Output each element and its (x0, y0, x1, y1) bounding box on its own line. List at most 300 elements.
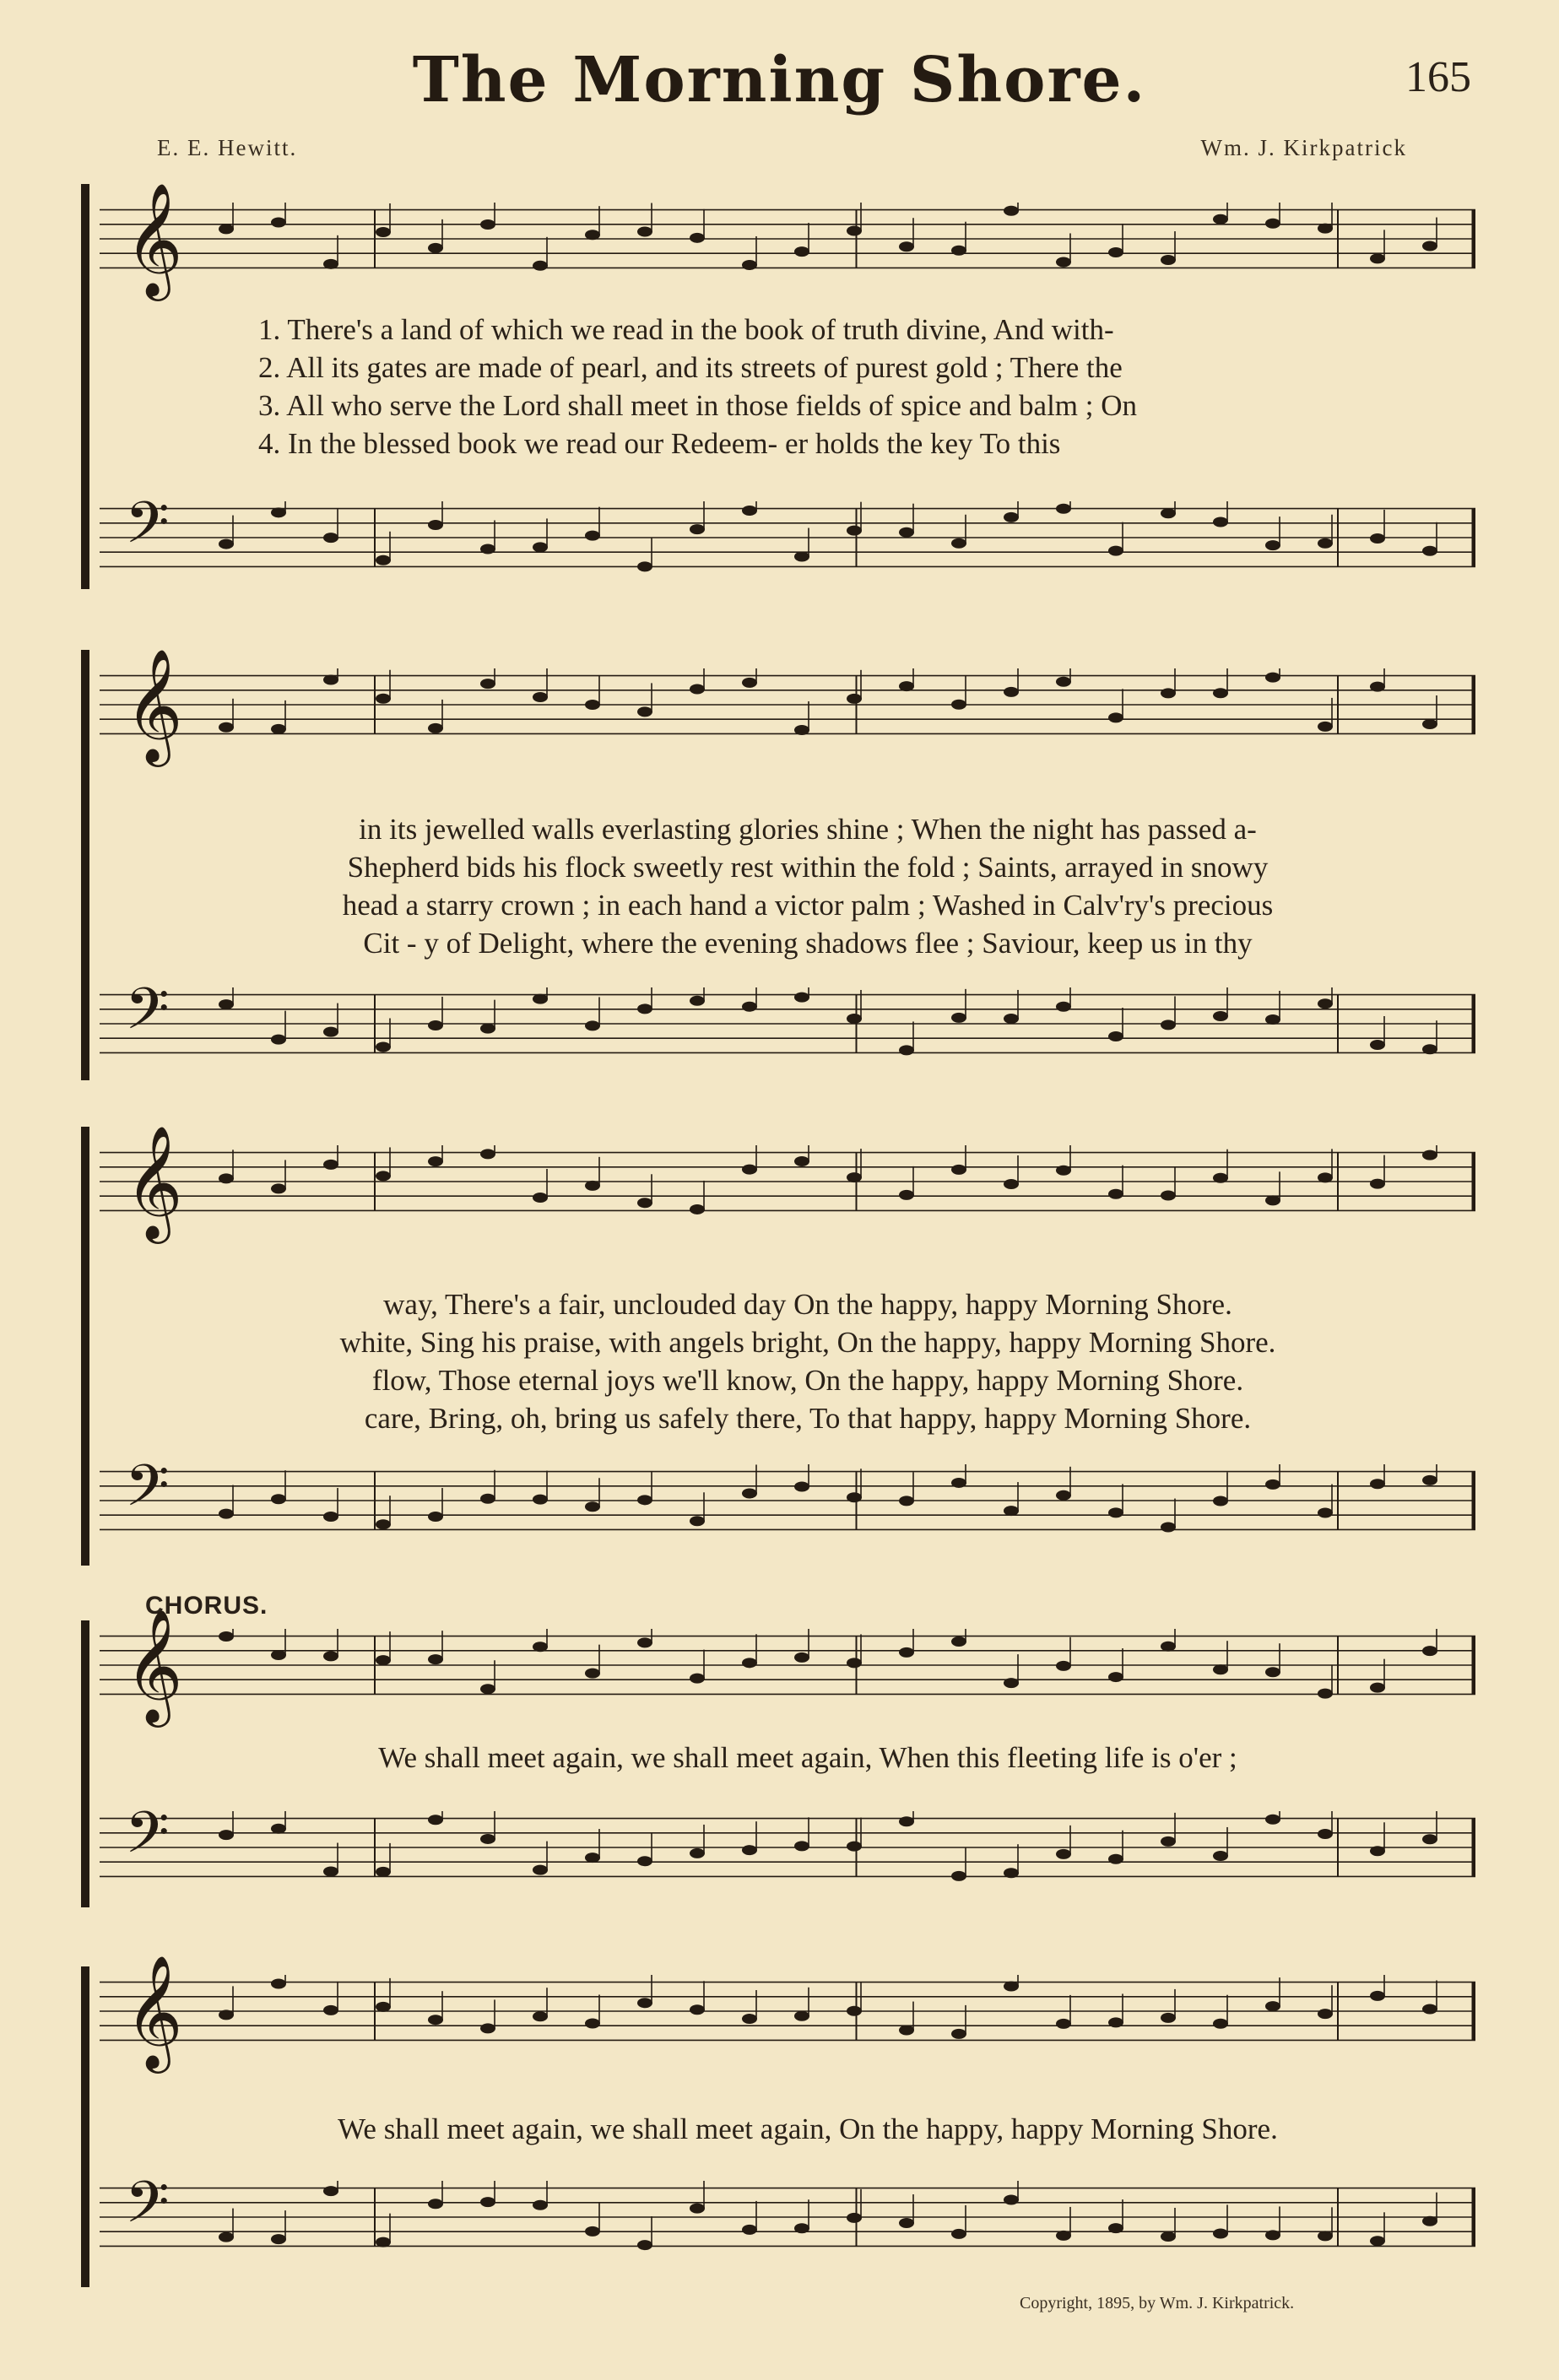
notehead (428, 520, 443, 530)
music-system-4 (81, 1609, 1475, 1907)
notehead (1213, 1664, 1228, 1674)
notehead (1108, 1672, 1123, 1682)
notehead (1318, 1172, 1333, 1182)
system-bracket (81, 184, 89, 589)
notehead (585, 230, 600, 240)
notehead (1108, 247, 1123, 257)
notehead (951, 1478, 966, 1488)
notehead (219, 1631, 234, 1642)
notehead (428, 243, 443, 253)
treble-clef-icon: 𝄞 (125, 182, 183, 296)
notehead (794, 1841, 809, 1851)
verse-lyric-line: head a starry crown ; in each hand a victor palm ; Washed in Calv'ry's precious (342, 889, 1274, 922)
hymn-title: The Morning Shore. (412, 44, 1147, 116)
notehead (1318, 998, 1333, 1009)
notehead (899, 1816, 914, 1826)
notehead (1161, 1836, 1176, 1847)
notehead (847, 226, 862, 236)
notehead (585, 1669, 600, 1679)
notehead (1370, 1991, 1385, 2001)
notehead (1056, 504, 1071, 514)
notehead (323, 1027, 338, 1037)
notehead (1265, 219, 1280, 229)
notehead (480, 1024, 495, 1034)
bass-staff (100, 976, 1475, 1060)
notehead (585, 1501, 600, 1512)
staff-lines (100, 1464, 1475, 1537)
notehead (585, 2226, 600, 2237)
notehead (219, 2009, 234, 2020)
notehead (376, 1867, 391, 1877)
notehead (1318, 538, 1333, 549)
notehead (1213, 2228, 1228, 2238)
notehead (951, 246, 966, 256)
notehead (899, 527, 914, 538)
notehead (533, 1495, 548, 1505)
notehead (899, 241, 914, 252)
treble-clef-icon: 𝄞 (125, 1609, 183, 1723)
notehead (1161, 508, 1176, 518)
bass-clef-icon: 𝄢 (125, 490, 170, 571)
notehead (1213, 1011, 1228, 1021)
music-system-3 (81, 1127, 1475, 1566)
system-bracket (81, 1127, 89, 1566)
notehead (1370, 1846, 1385, 1856)
treble-staff (100, 1125, 1475, 1239)
notehead (219, 1509, 234, 1519)
notehead (1108, 2017, 1123, 2027)
notehead (323, 259, 338, 269)
notehead (1265, 540, 1280, 550)
notehead (1108, 712, 1123, 722)
notehead (637, 2240, 652, 2250)
treble-clef-icon: 𝄞 (125, 1955, 183, 2069)
notehead (1004, 512, 1019, 522)
notehead (690, 996, 705, 1006)
notehead (1265, 1014, 1280, 1025)
notehead (1161, 255, 1176, 265)
notehead (585, 1181, 600, 1191)
notehead (1108, 1854, 1123, 1864)
notehead (376, 1655, 391, 1665)
verse-lyric-line: Cit - y of Delight, where the evening shadows flee ; Saviour, keep us in thy (363, 927, 1253, 960)
treble-staff (100, 182, 1475, 296)
notehead (951, 1165, 966, 1175)
notehead (1213, 2019, 1228, 2029)
notehead (480, 679, 495, 689)
notehead (323, 1160, 338, 1170)
notehead (219, 539, 234, 549)
notehead (271, 2234, 286, 2244)
notehead (1056, 1490, 1071, 1501)
notehead (742, 1002, 757, 1012)
treble-staff (100, 648, 1475, 762)
notehead (1318, 1689, 1333, 1699)
notehead (1265, 673, 1280, 683)
notehead (1161, 1190, 1176, 1200)
notehead (1004, 1868, 1019, 1878)
notehead (1213, 1173, 1228, 1183)
system-bracket (81, 1966, 89, 2287)
page-number: 165 (1405, 53, 1471, 101)
bass-staff (100, 490, 1475, 574)
notehead (637, 561, 652, 571)
notehead (428, 1654, 443, 1664)
chorus-lyric-line: We shall meet again, we shall meet again, When this fleeting life is o'er ; (378, 1741, 1237, 1774)
notehead (847, 2213, 862, 2223)
notehead (690, 1204, 705, 1214)
notehead (1265, 1479, 1280, 1490)
chorus-label: CHORUS. (145, 1592, 268, 1620)
notehead (585, 700, 600, 710)
notehead (376, 227, 391, 237)
notehead (1318, 1508, 1333, 1518)
notehead (376, 2002, 391, 2012)
notehead (1108, 1507, 1123, 1517)
notehead (794, 246, 809, 257)
notehead (271, 1035, 286, 1045)
notehead (742, 506, 757, 516)
bass-staff (100, 1453, 1475, 1537)
notehead (637, 1998, 652, 2008)
notehead (794, 552, 809, 562)
notehead (742, 260, 757, 270)
notehead (480, 1149, 495, 1159)
verse-lyric-line: way, There's a fair, unclouded day On the happy, happy Morning Shore. (383, 1288, 1232, 1321)
notehead (690, 233, 705, 243)
notehead (794, 1481, 809, 1491)
staff-lines (100, 1811, 1475, 1884)
notehead (271, 1494, 286, 1504)
notehead (690, 2204, 705, 2214)
notehead (533, 994, 548, 1004)
notehead (1056, 2231, 1071, 2241)
notehead (690, 1516, 705, 1526)
notehead (637, 1198, 652, 1208)
composer-credit: Wm. J. Kirkpatrick (1200, 135, 1407, 160)
notehead (1213, 214, 1228, 224)
notehead (742, 678, 757, 688)
music-system-5 (81, 1955, 1475, 2287)
notehead (1004, 1179, 1019, 1189)
notehead (1370, 2236, 1385, 2246)
notehead (951, 1636, 966, 1647)
notehead (637, 1003, 652, 1014)
verse-lyric-line: white, Sing his praise, with angels bright, On the happy, happy Morning Shore. (339, 1326, 1276, 1359)
notehead (899, 2026, 914, 2036)
notehead (585, 1853, 600, 1863)
notehead (428, 1156, 443, 1166)
notehead (533, 542, 548, 552)
notehead (847, 1014, 862, 1024)
notehead (1422, 1834, 1437, 1844)
notehead (533, 692, 548, 702)
staff-lines (100, 203, 1475, 275)
verse-lyric-line: 1. There's a land of which we read in the book of truth divine, And with- (258, 313, 1114, 346)
system-bracket (81, 1620, 89, 1907)
bass-staff (100, 2170, 1475, 2253)
verse-lyric-line: in its jewelled walls everlasting glories shine ; When the night has passed a- (359, 813, 1257, 846)
notehead (376, 694, 391, 704)
notehead (1318, 1829, 1333, 1839)
notehead (323, 1512, 338, 1522)
notehead (1004, 1506, 1019, 1516)
staff-lines (100, 501, 1475, 574)
notehead (219, 1830, 234, 1840)
notehead (1422, 546, 1437, 556)
notehead (1370, 682, 1385, 692)
music-system-1 (81, 184, 1475, 589)
staff-lines (100, 1629, 1475, 1701)
notehead (1265, 2001, 1280, 2011)
bass-clef-icon: 𝄢 (125, 1800, 170, 1880)
notehead (271, 1979, 286, 1989)
author-credit: E. E. Hewitt. (157, 135, 298, 160)
staff-lines (100, 1145, 1475, 1218)
notehead (428, 1512, 443, 1522)
staff-lines (100, 2181, 1475, 2253)
notehead (219, 1173, 234, 1183)
music-system-2 (81, 650, 1475, 1080)
notehead (533, 2200, 548, 2210)
notehead (742, 2225, 757, 2235)
notehead (1318, 722, 1333, 732)
notehead (1056, 257, 1071, 267)
copyright-notice: Copyright, 1895, by Wm. J. Kirkpatrick. (1020, 2294, 1295, 2312)
notehead (480, 2197, 495, 2207)
verse-lyrics-block (140, 810, 1475, 962)
notehead (1370, 253, 1385, 263)
notehead (742, 1658, 757, 1668)
notehead (1422, 241, 1437, 252)
notehead (480, 219, 495, 230)
notehead (219, 224, 234, 234)
bass-clef-icon: 𝄢 (125, 976, 170, 1057)
notehead (1004, 2195, 1019, 2205)
notehead (1318, 2009, 1333, 2019)
notehead (690, 524, 705, 534)
notehead (951, 2229, 966, 2239)
notehead (899, 1496, 914, 1506)
notehead (1056, 1661, 1071, 1671)
notehead (899, 681, 914, 691)
notehead (847, 1172, 862, 1182)
notehead (1265, 1667, 1280, 1677)
notehead (1213, 1496, 1228, 1506)
notehead (1422, 1475, 1437, 1485)
verse-lyric-line: care, Bring, oh, bring us safely there, To that happy, happy Morning Shore. (364, 1402, 1252, 1435)
notehead (323, 2186, 338, 2196)
notehead (376, 2237, 391, 2247)
notehead (585, 2018, 600, 2028)
notehead (1422, 1150, 1437, 1160)
notehead (951, 1871, 966, 1881)
notehead (533, 2011, 548, 2021)
notehead (690, 684, 705, 694)
notehead (428, 1020, 443, 1030)
notehead (1213, 1851, 1228, 1861)
notehead (1004, 1981, 1019, 1991)
notehead (533, 1865, 548, 1875)
notehead (271, 218, 286, 228)
notehead (376, 555, 391, 565)
verse-lyric-line: 4. In the blessed book we read our Redeem- er holds the key To this (258, 427, 1061, 460)
staff-lines (100, 668, 1475, 741)
notehead (1108, 1189, 1123, 1199)
notehead (742, 1845, 757, 1855)
notehead (847, 1842, 862, 1852)
chorus-lyric-line: We shall meet again, we shall meet again, On the happy, happy Morning Shore. (338, 2112, 1278, 2145)
notehead (637, 1637, 652, 1647)
notehead (1422, 1044, 1437, 1054)
notehead (1161, 2231, 1176, 2242)
notehead (1161, 1020, 1176, 1030)
verse-lyric-line: 2. All its gates are made of pearl, and its streets of purest gold ; There the (258, 351, 1123, 384)
notehead (951, 1013, 966, 1023)
notehead (1004, 687, 1019, 697)
notehead (323, 1651, 338, 1661)
notehead (951, 700, 966, 710)
notehead (1265, 1815, 1280, 1825)
notehead (637, 1495, 652, 1505)
notehead (323, 2005, 338, 2015)
bass-clef-icon: 𝄢 (125, 1453, 170, 1533)
notehead (1422, 1646, 1437, 1656)
notehead (794, 993, 809, 1003)
notehead (219, 2232, 234, 2242)
notehead (794, 2223, 809, 2233)
notehead (637, 706, 652, 717)
verse-lyric-line: 3. All who serve the Lord shall meet in those fields of spice and balm ; On (258, 389, 1138, 422)
notehead (847, 694, 862, 704)
notehead (480, 1684, 495, 1694)
notehead (1213, 688, 1228, 698)
notehead (428, 723, 443, 733)
system-bracket (81, 650, 89, 1080)
verse-lyrics-block (140, 311, 1475, 462)
notehead (1056, 2019, 1071, 2029)
notehead (219, 999, 234, 1009)
staff-lines (100, 987, 1475, 1060)
notehead (428, 2015, 443, 2025)
bass-clef-icon: 𝄢 (125, 2170, 170, 2250)
notehead (690, 2004, 705, 2015)
notehead (742, 2014, 757, 2024)
notehead (1370, 533, 1385, 544)
notehead (1422, 2004, 1437, 2015)
notehead (1422, 2216, 1437, 2226)
notehead (219, 722, 234, 733)
notehead (847, 2006, 862, 2016)
notehead (271, 1650, 286, 1660)
notehead (323, 1867, 338, 1877)
notehead (1056, 1166, 1071, 1176)
notehead (899, 1045, 914, 1055)
notehead (1213, 517, 1228, 527)
notehead (794, 2011, 809, 2021)
notehead (637, 1856, 652, 1866)
notehead (271, 507, 286, 517)
notehead (480, 2023, 495, 2033)
notehead (480, 1834, 495, 1844)
notehead (1161, 688, 1176, 698)
notehead (376, 1041, 391, 1052)
notehead (951, 2029, 966, 2039)
notehead (1161, 1523, 1176, 1533)
notehead (1161, 1642, 1176, 1652)
notehead (1004, 1678, 1019, 1688)
bass-staff (100, 1800, 1475, 1884)
notehead (376, 1519, 391, 1529)
notehead (899, 2218, 914, 2228)
treble-staff (100, 1955, 1475, 2069)
notehead (1056, 1849, 1071, 1859)
notehead (794, 1652, 809, 1663)
treble-staff (100, 1609, 1475, 1723)
notehead (271, 724, 286, 734)
notehead (794, 1156, 809, 1166)
notehead (376, 1171, 391, 1181)
notehead (742, 1488, 757, 1498)
notehead (794, 725, 809, 735)
notehead (533, 1193, 548, 1203)
notehead (428, 2199, 443, 2209)
notehead (1265, 1195, 1280, 1205)
notehead (1370, 1040, 1385, 1050)
notehead (1318, 224, 1333, 234)
notehead (323, 533, 338, 543)
notehead (533, 261, 548, 271)
notehead (1108, 546, 1123, 556)
notehead (951, 538, 966, 549)
notehead (847, 526, 862, 536)
notehead (585, 1020, 600, 1030)
notehead (1370, 1179, 1385, 1189)
notehead (1370, 1479, 1385, 1489)
notehead (585, 531, 600, 541)
verse-lyric-line: Shepherd bids his flock sweetly rest within the fold ; Saints, arrayed in snowy (347, 851, 1269, 884)
notehead (742, 1165, 757, 1175)
notehead (1108, 1031, 1123, 1041)
notehead (1370, 1683, 1385, 1693)
verse-lyric-line: flow, Those eternal joys we'll know, On the happy, happy Morning Shore. (371, 1364, 1244, 1397)
notehead (1161, 2013, 1176, 2023)
notehead (323, 674, 338, 684)
notehead (690, 1674, 705, 1684)
chorus-lyrics-block (140, 1739, 1475, 1777)
notehead (847, 1492, 862, 1502)
staff-lines (100, 1975, 1475, 2047)
treble-clef-icon: 𝄞 (125, 1125, 183, 1239)
notehead (428, 1815, 443, 1825)
notehead (1108, 2223, 1123, 2233)
verse-lyrics-block (140, 1285, 1475, 1437)
notehead (1056, 1002, 1071, 1012)
notehead (899, 1190, 914, 1200)
notehead (637, 226, 652, 236)
notehead (1004, 1014, 1019, 1024)
notehead (1422, 719, 1437, 729)
notehead (533, 1642, 548, 1652)
notehead (1318, 2231, 1333, 2241)
notehead (847, 1658, 862, 1668)
notehead (1265, 2230, 1280, 2240)
notehead (271, 1183, 286, 1193)
notehead (480, 544, 495, 554)
notehead (899, 1647, 914, 1658)
notehead (480, 1494, 495, 1504)
notehead (271, 1824, 286, 1834)
